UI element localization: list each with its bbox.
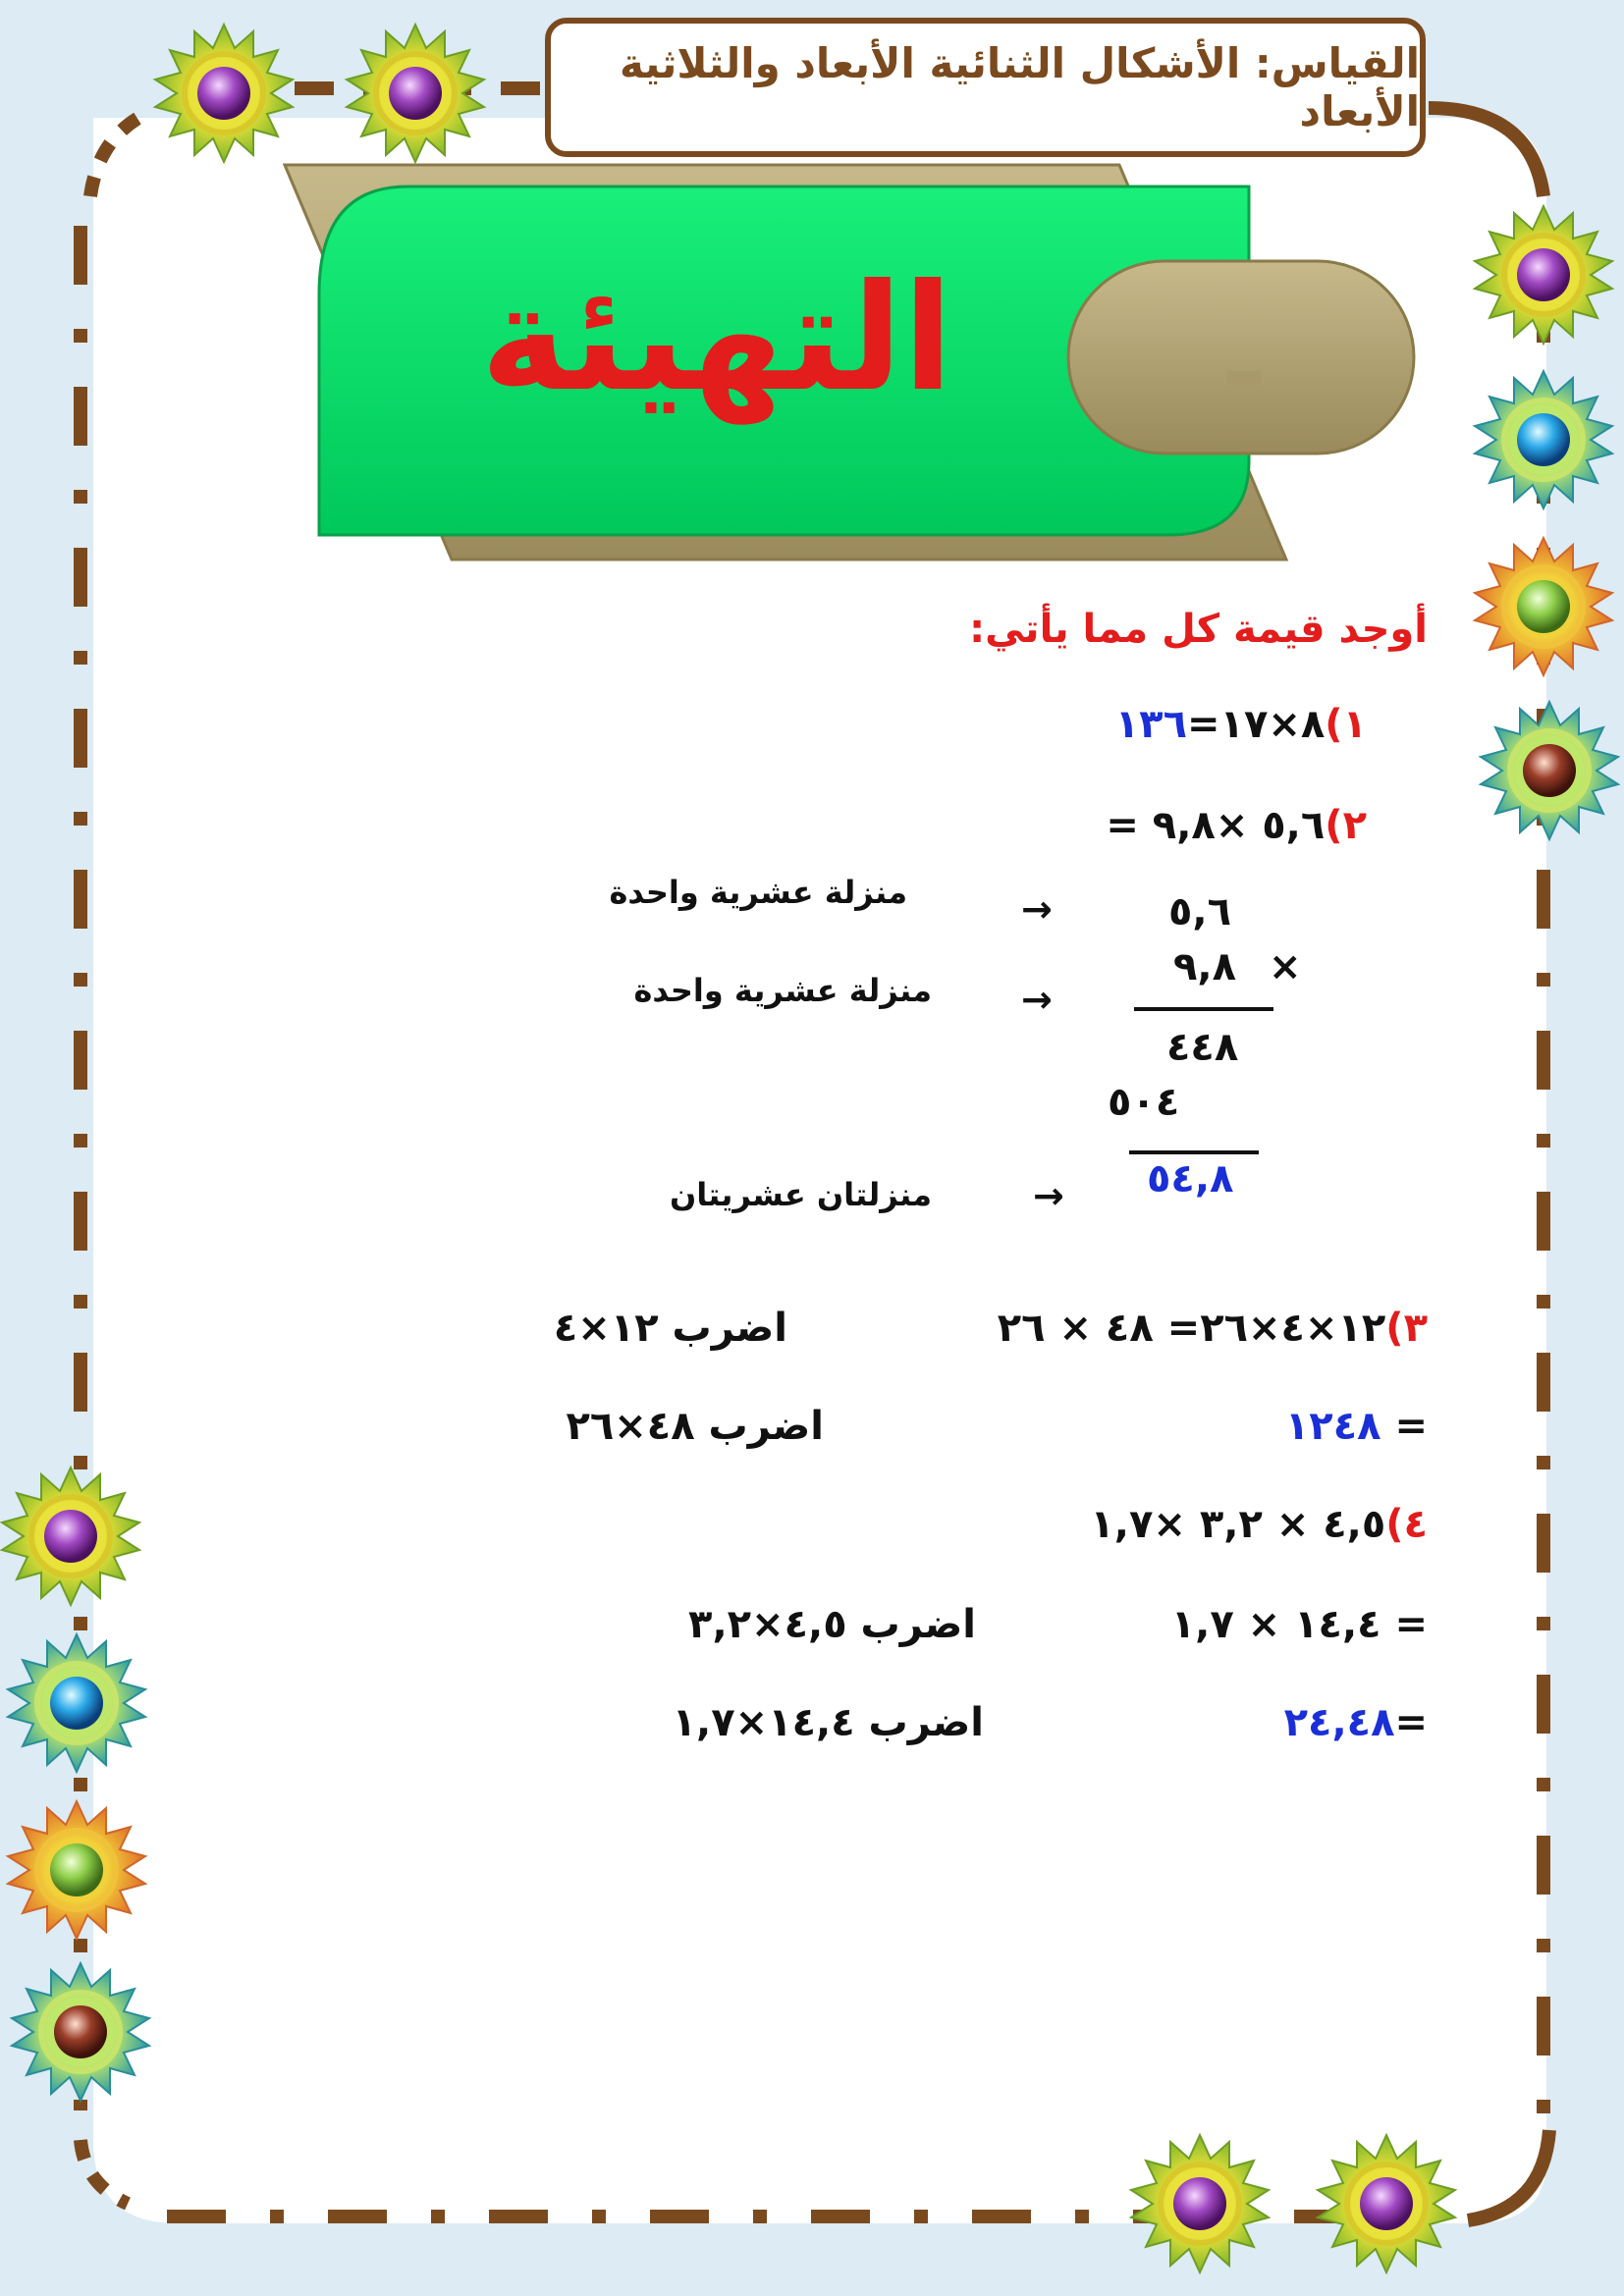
question-4-step: = ١٤,٤ × ١,٧ — [1170, 1602, 1428, 1647]
hint-3b: اضرب ٤٨×٢٦ — [566, 1404, 824, 1449]
question-expression: ٥,٦ ×٩,٨ = — [1106, 803, 1326, 848]
mult-rule-1 — [1134, 1007, 1273, 1011]
hint-4b: اضرب ١٤,٤×١,٧ — [672, 1700, 984, 1745]
question-answer: ١٣٦ — [1114, 702, 1188, 747]
question-expression: ٤,٥ × ٣,٢ ×١,٧ — [1090, 1502, 1386, 1547]
decimal-note-2: منزلة عشرية واحدة — [633, 972, 932, 1009]
paren: ) — [1325, 702, 1343, 747]
question-1 — [1115, 702, 1367, 747]
question-expression: ١٢×٤×٢٦= ٤٨ × ٢٦ — [997, 1306, 1386, 1351]
question-2 — [1106, 803, 1367, 848]
mult-line-1: ٥,٦ — [1168, 889, 1232, 934]
question-number: ٢ — [1342, 803, 1367, 848]
multiply-sign: × — [1269, 944, 1302, 989]
question-4-result — [1284, 1700, 1428, 1745]
arrow-left-icon: → — [1021, 978, 1053, 1021]
question-number: ١ — [1342, 702, 1367, 747]
question-expression: ٨×١٧= — [1187, 702, 1326, 747]
banner-title: التهيئة — [480, 253, 953, 424]
mult-line-2: ٩,٨ — [1173, 944, 1237, 989]
hint-3a: اضرب ١٢×٤ — [553, 1306, 787, 1351]
equals-sign: = — [1394, 1700, 1428, 1745]
hint-4a: اضرب ٤,٥×٣,٢ — [688, 1602, 976, 1647]
partial-product-1: ٤٤٨ — [1166, 1025, 1239, 1070]
paren: ) — [1385, 1306, 1404, 1351]
product-answer: ٥٤,٨ — [1147, 1156, 1234, 1201]
question-answer: ١٢٤٨ — [1284, 1404, 1381, 1449]
question-4 — [1090, 1502, 1428, 1547]
arrow-left-icon: → — [1033, 1174, 1064, 1217]
decimal-note-1: منزلة عشرية واحدة — [609, 874, 907, 911]
header-title: القياس: الأشكال الثنائية الأبعاد والثلاثية الأبعاد — [620, 39, 1420, 135]
paren: ) — [1385, 1502, 1404, 1547]
decimal-note-3: منزلتان عشريتان — [669, 1176, 932, 1213]
partial-product-2: ٥٠٤ — [1108, 1080, 1180, 1125]
instruction-text: أوجد قيمة كل مما يأتي: — [969, 607, 1428, 652]
question-number: ٤ — [1403, 1502, 1428, 1547]
arrow-left-icon: → — [1021, 887, 1053, 931]
equals-sign: = — [1394, 1404, 1428, 1449]
question-3-result — [1285, 1404, 1428, 1449]
header-title-box — [545, 18, 1426, 157]
paren: ) — [1325, 803, 1343, 848]
question-number: ٣ — [1403, 1306, 1428, 1351]
question-answer: ٢٤,٤٨ — [1283, 1700, 1395, 1745]
question-3 — [998, 1306, 1428, 1351]
mult-rule-2 — [1129, 1150, 1259, 1154]
